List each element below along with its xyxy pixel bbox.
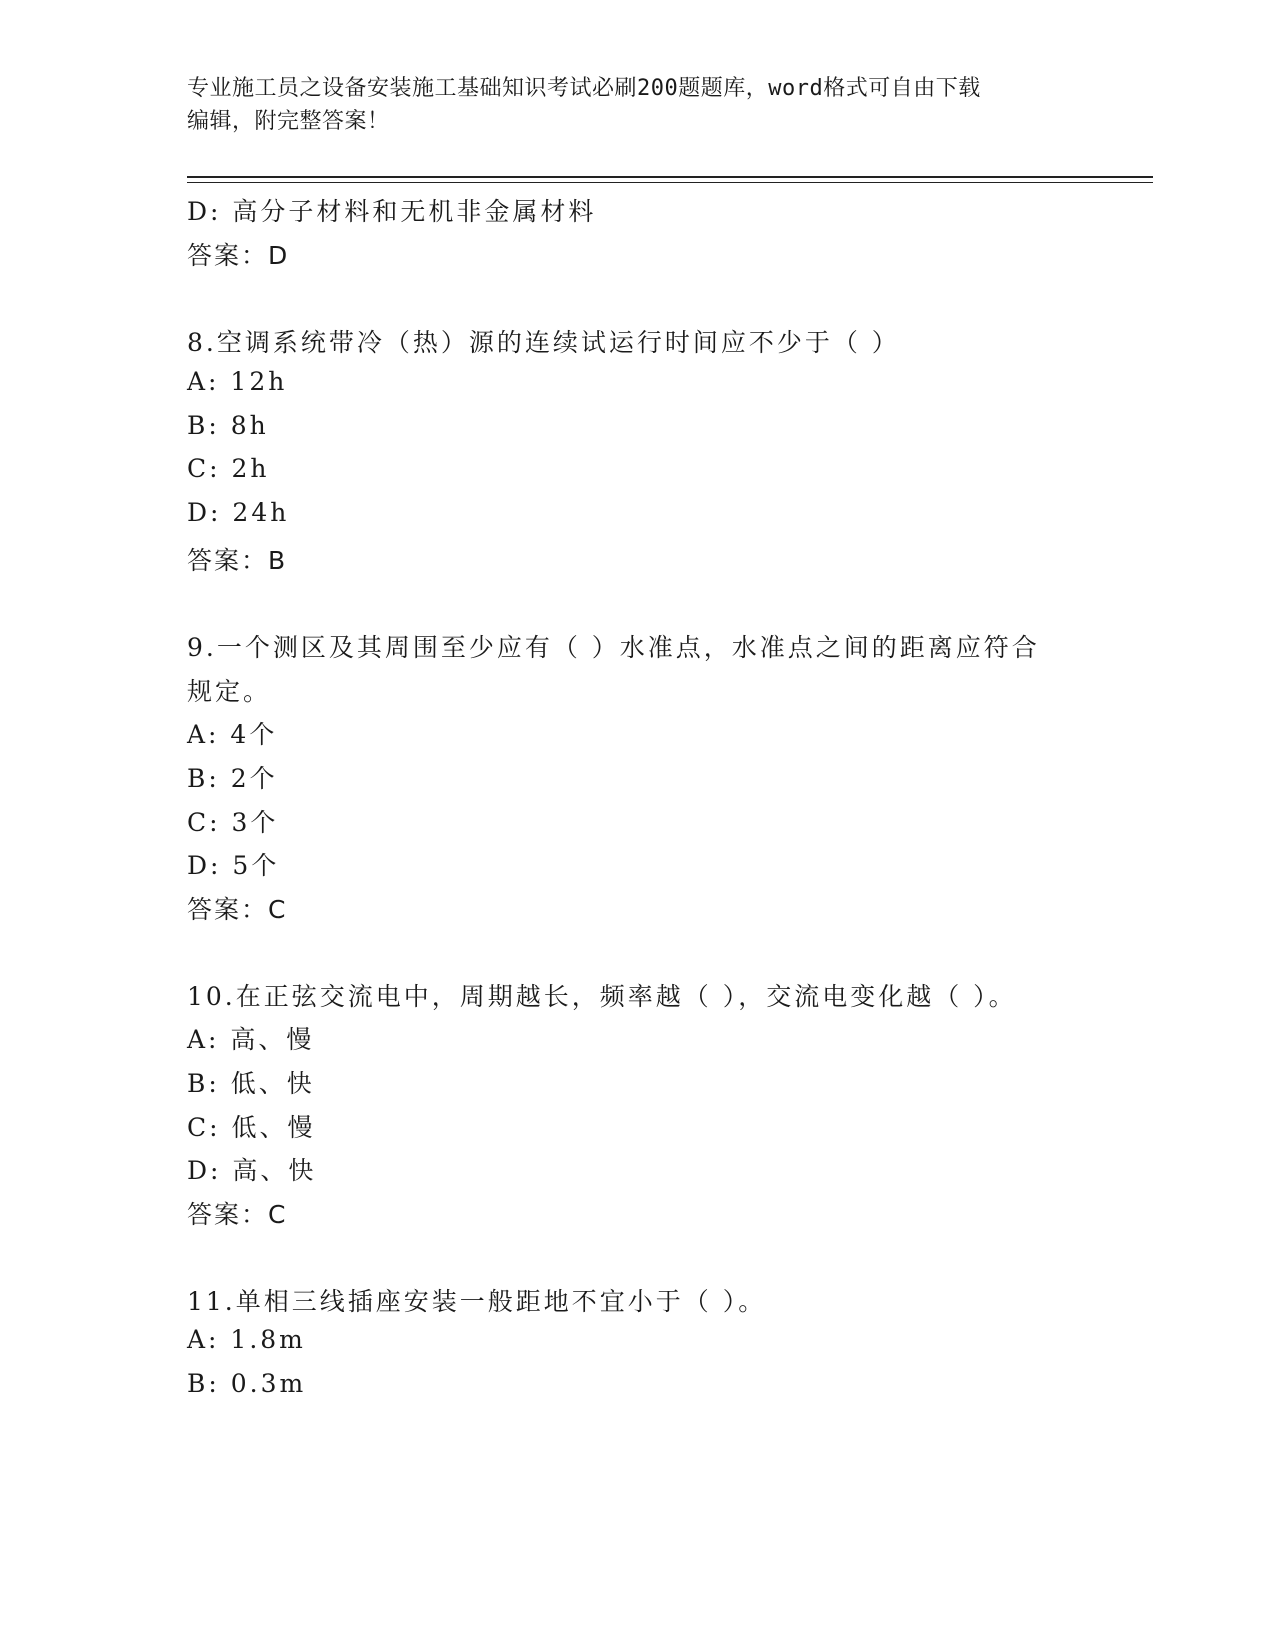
q11-option-a: A: 1.8m <box>187 1325 306 1354</box>
q10-option-d: D: 高、快 <box>187 1156 317 1185</box>
q11-option-b: B: 0.3m <box>187 1369 307 1398</box>
q8-option-d: D: 24h <box>187 498 290 527</box>
q8-answer: 答案：B <box>187 546 288 575</box>
q8-option-b: B: 8h <box>187 411 269 440</box>
q9-option-a: A: 4个 <box>187 720 278 749</box>
q10-answer: 答案：C <box>187 1200 288 1229</box>
q10-option-c: C: 低、慢 <box>187 1113 316 1142</box>
q10-option-b: B: 低、快 <box>187 1069 315 1098</box>
header-line-2: 编辑，附完整答案！ <box>187 109 390 134</box>
q9-option-d: D: 5个 <box>187 851 280 880</box>
q8-option-a: A: 12h <box>187 367 288 396</box>
q11-stem: 11.单相三线插座安装一般距地不宜小于（ ）。 <box>187 1287 767 1316</box>
prev-answer: 答案：D <box>187 241 290 270</box>
prev-option-d: D: 高分子材料和无机非金属材料 <box>187 197 597 226</box>
q9-stem-line-1: 9.一个测区及其周围至少应有（ ）水准点，水准点之间的距离应符合 <box>187 633 1040 662</box>
q9-answer: 答案：C <box>187 895 288 924</box>
q8-stem: 8.空调系统带冷（热）源的连续试运行时间应不少于（ ） <box>187 328 900 357</box>
q9-option-b: B: 2个 <box>187 764 278 793</box>
q10-option-a: A: 高、慢 <box>187 1025 315 1054</box>
header-line-1: 专业施工员之设备安装施工基础知识考试必刷200题题库，word格式可自由下载 <box>187 76 981 101</box>
q9-stem-line-2: 规定。 <box>187 677 272 706</box>
q8-option-c: C: 2h <box>187 454 270 483</box>
q9-option-c: C: 3个 <box>187 808 279 837</box>
document-header <box>187 72 1087 138</box>
header-divider-thin <box>187 182 1153 183</box>
q10-stem: 10.在正弦交流电中，周期越长，频率越（ ），交流电变化越（ ）。 <box>187 982 1017 1011</box>
header-divider-thick <box>187 176 1153 178</box>
